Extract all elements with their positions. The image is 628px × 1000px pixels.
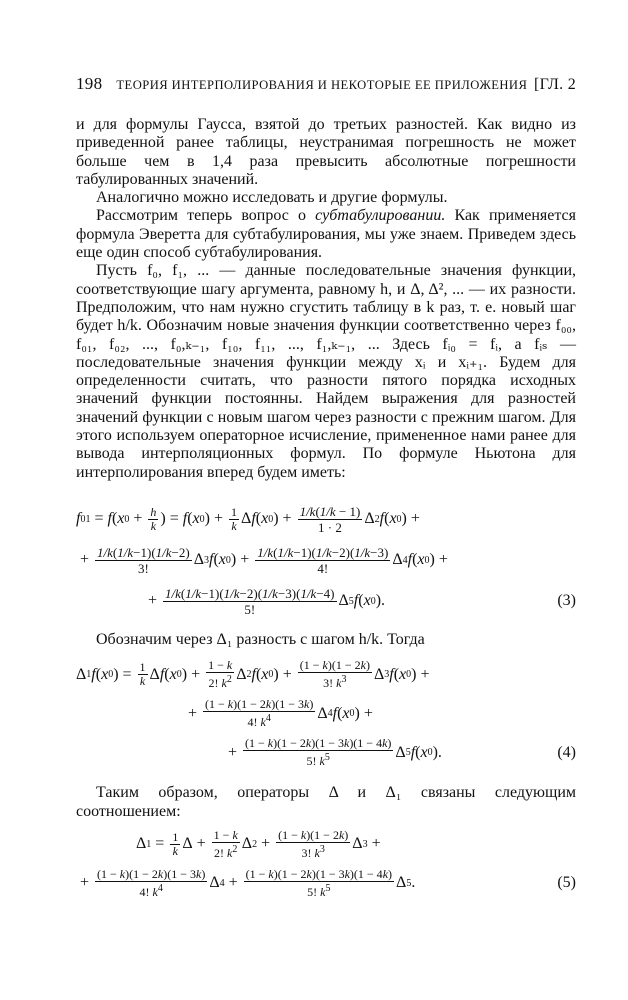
- chapter-label: [ГЛ. 2: [533, 76, 576, 93]
- body-text: [76, 116, 576, 482]
- subtabulation-term: субтабулировании.: [315, 207, 446, 225]
- equation-4-line-3: + $\frac{(1 - k)(1 - 2k)(1 - 3k)(1 - 4k)}{5! k^5}$ Δ 5 f ( x 0 ). (4): [228, 736, 576, 769]
- equation-5-number: (5): [557, 874, 576, 892]
- equation-4-line-1: Δ 1 f ( x 0 ) = $\frac{1}{k}$ Δ f ( x 0 ) + $\frac{1 - k}{2! k^2}$ Δ 2 f ( x 0 ) + $\frac{(1 - k)(1 - 2k)}{3! k^3}$ Δ 3 f ( x 0 ) +: [76, 658, 430, 691]
- equation-4-line-2: + $\frac{(1 - k)(1 - 2k)(1 - 3k)}{4! k^4}$ Δ 4 f ( x 0 ) +: [188, 697, 373, 730]
- paragraph-3: [76, 207, 576, 262]
- running-title: ТЕОРИЯ ИНТЕРПОЛИРОВАНИЯ И НЕКОТОРЫЕ ЕЕ ПРИЛОЖЕНИЯ: [116, 78, 528, 92]
- paragraph-3-end: Как применяется формула Эверетта для субтабулирования, мы уже знаем. Приведем здесь еще один способ субтабулирования.: [76, 207, 576, 262]
- equation-3-line-1: f 01 = f ( x 0 + $\frac{h}{k}$ ) = f ( x 0 ) + $\frac{1}{k}$ Δ f ( x 0 ) + $\frac{1/k(1/k - 1)}{1 \cdot 2}$ Δ 2 f ( x 0 ) +: [76, 503, 420, 535]
- equation-3-line-3: + $\frac{1/k(1/k-1)(1/k-2)(1/k-3)(1/k-4)}{5!}$ Δ 5 f ( x 0 ). (3): [148, 585, 576, 617]
- paragraph-4: Пусть f₀, f₁, ... — данные последовательные значения функции, соответствующие шагу аргумента, равному h, и Δ, Δ², ... — их разности. Предположим, что нам нужно сгустить таблицу в k раз, т. е. новый шаг будет h/k. Обозначим новые значения функции соответственно через f₀₀, f₀₁, f₀₂, ..., f₀,ₖ₋₁, f₁₀, f₁₁, ..., f₁,ₖ₋₁, ... Здесь fᵢ₀ = fᵢ, а fᵢₛ — последовательные значения функции между xᵢ и xᵢ₊₁. Будем для определенности считать, что разности пятого порядка исходных значений функции постоянны. Найдем выражения для разностей значений функции с новым шагом через разности с прежним шагом. Для этого используем операторное исчисление, примененное нами ранее для вывода интерполяционных формул. По формуле Ньютона для интерполирования вперед будем иметь:: [76, 262, 576, 481]
- equation-4-number: (4): [557, 743, 576, 761]
- paragraph-3-start: Рассмотрим теперь вопрос о: [96, 207, 316, 225]
- equation-3-number: (3): [557, 592, 576, 610]
- page-header: [76, 74, 576, 102]
- equation-5-line-2: + $\frac{(1 - k)(1 - 2k)(1 - 3k)}{4! k^4}$ Δ 4 + $\frac{(1 - k)(1 - 2k)(1 - 3k)(1 - 4k)}{5! k^5}$ Δ 5 . (5): [80, 866, 576, 899]
- paragraph-5: Обозначим через Δ₁ разность с шагом h/k. Тогда: [96, 630, 425, 648]
- book-page: [76, 74, 576, 899]
- paragraph-2: Аналогично можно исследовать и другие формулы.: [96, 189, 448, 207]
- page-number: 198: [76, 74, 103, 93]
- body-text-2: [76, 631, 576, 649]
- paragraph-1: и для формулы Гаусса, взятой до третьих разностей. Как видно из приведенной ранее таблицы, неустранимая погрешность не может больше чем в 1,4 раза превысить абсолютные погрешности табулированных значений.: [76, 116, 576, 188]
- body-text-3: [76, 784, 576, 821]
- equation-5-line-1: Δ 1 = $\frac{1}{k}$ Δ + $\frac{1 - k}{2! k^2}$ Δ 2 + $\frac{(1 - k)(1 - 2k)}{3! k^3}$ Δ 3 +: [136, 827, 381, 860]
- paragraph-6: Таким образом, операторы Δ и Δ₁ связаны следующим соотношением:: [76, 784, 576, 820]
- equation-3-line-2: + $\frac{1/k(1/k-1)(1/k-2)}{3!}$ Δ 3 f ( x 0 ) + $\frac{1/k(1/k-1)(1/k-2)(1/k-3)}{4!}$ Δ 4 f ( x 0 ) +: [80, 544, 448, 576]
